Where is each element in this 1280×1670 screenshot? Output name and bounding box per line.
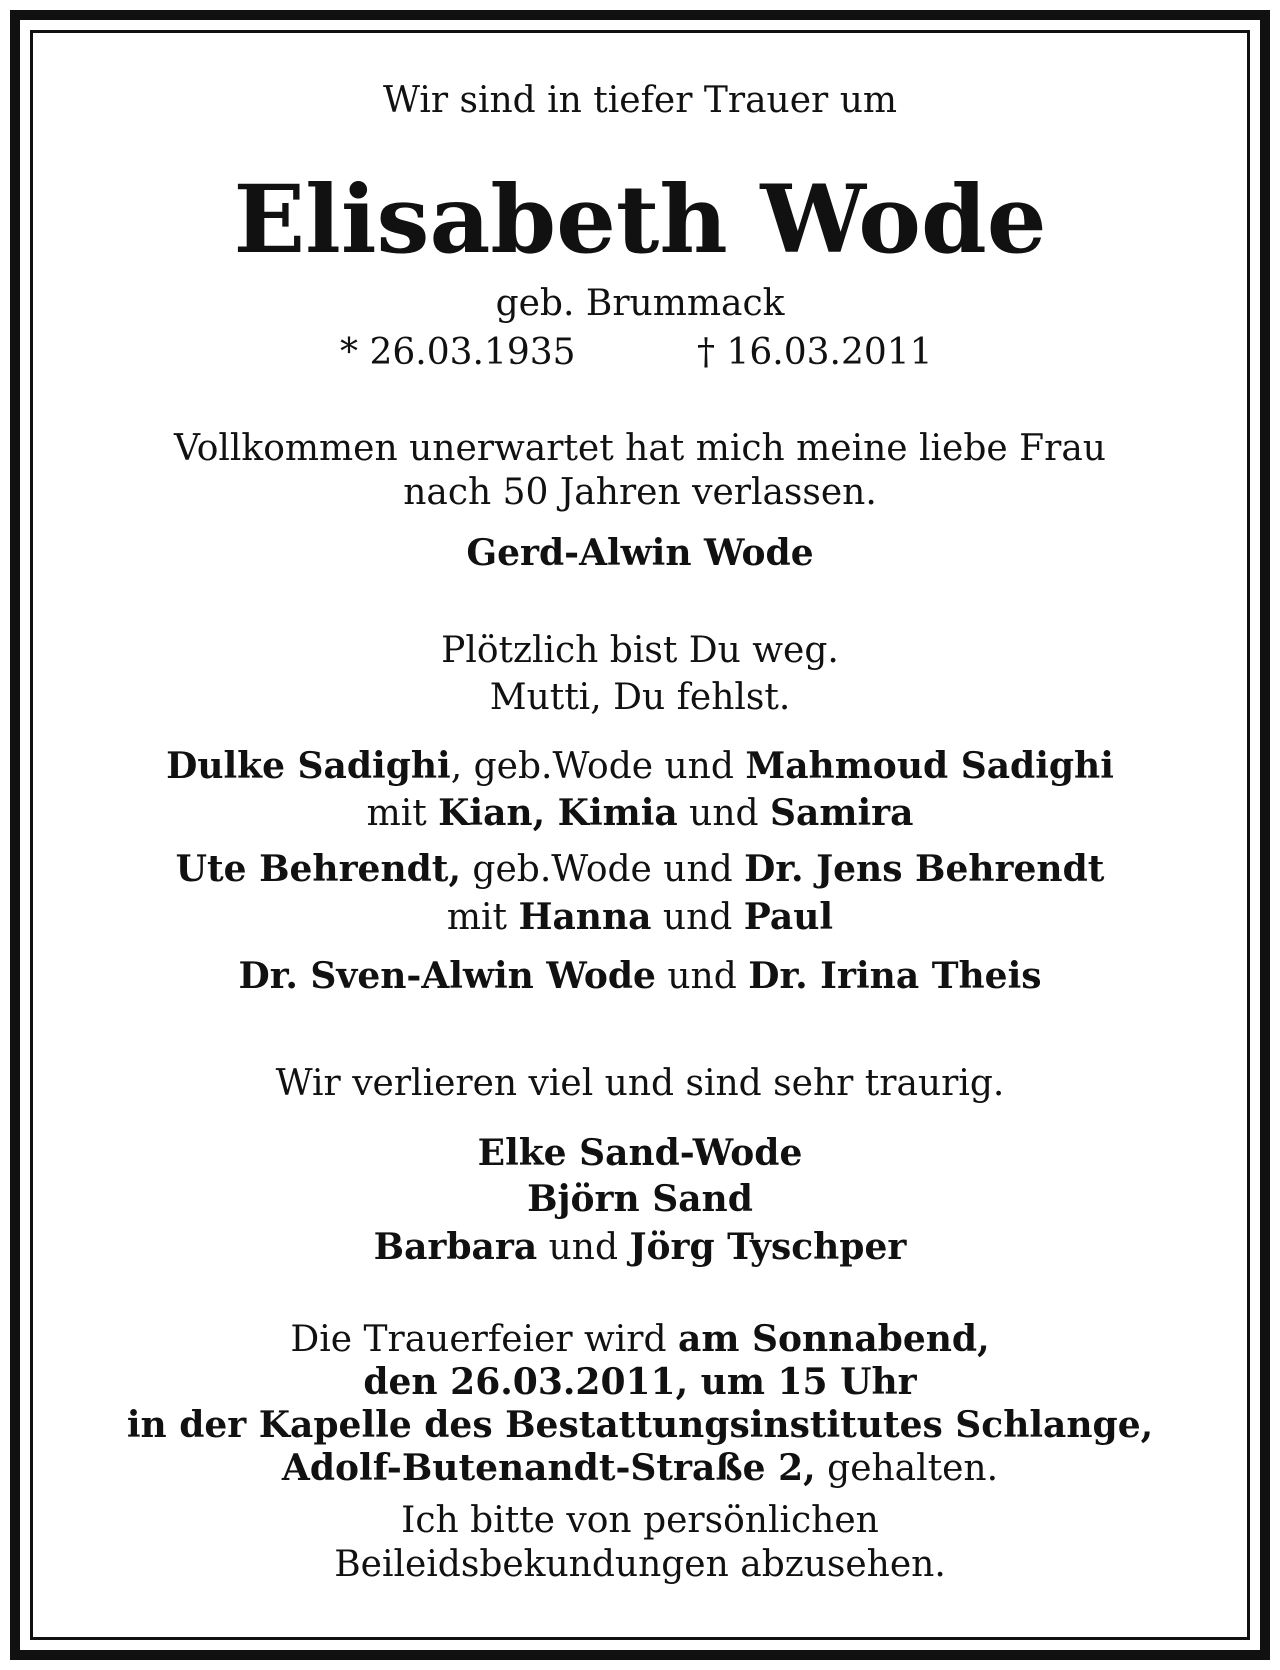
others-name-2: Björn Sand — [527, 1178, 753, 1220]
husband-name: Gerd-Alwin Wode — [466, 532, 814, 574]
family-1-children — [0, 792, 1280, 835]
others-text: Wir verlieren viel und sind sehr traurig. — [275, 1063, 1005, 1104]
others-name-3 — [0, 1226, 1280, 1269]
family-name: Jörg Tyschper — [629, 1226, 907, 1268]
connector-text: geb.Wode und — [460, 849, 745, 890]
family-name: Hanna — [518, 896, 652, 938]
condolence-note-1: Ich bitte von persönlichen — [401, 1500, 879, 1541]
family-name: Dr. Jens Behrendt — [744, 848, 1105, 890]
birth-date: * 26.03.1935 — [340, 332, 576, 373]
ceremony-location: in der Kapelle des Bestattungsinstitutes Schlange, — [126, 1404, 1154, 1446]
family-name: Kian, Kimia — [438, 792, 678, 834]
deceased-name: Elisabeth Wode — [233, 165, 1047, 275]
maiden-name: geb. Brummack — [495, 283, 785, 324]
family-name: Dr. Sven-Alwin Wode — [238, 955, 656, 997]
ceremony-line-1 — [0, 1318, 1280, 1361]
family-name: Dr. Irina Theis — [748, 955, 1042, 997]
others-name-1: Elke Sand-Wode — [477, 1132, 803, 1174]
connector-text: und — [655, 956, 749, 997]
death-date: † 16.03.2011 — [697, 332, 933, 373]
family-2-parents — [0, 848, 1280, 891]
ceremony-street: Adolf-Butenandt-Straße 2, — [281, 1447, 816, 1489]
ceremony-text: Die Trauerfeier wird — [290, 1319, 679, 1360]
connector-text: mit — [366, 793, 439, 834]
intro-line: Wir sind in tiefer Trauer um — [382, 80, 898, 121]
family-1-parents — [0, 745, 1280, 788]
family-name: Samira — [770, 792, 914, 834]
ceremony-text: gehalten. — [815, 1448, 999, 1489]
ceremony-address — [0, 1447, 1280, 1490]
connector-text: und — [537, 1227, 630, 1268]
condolence-note-2: Beileidsbekundungen abzusehen. — [334, 1544, 946, 1585]
connector-text: , geb.Wode und — [450, 746, 746, 787]
family-name: Ute Behrendt, — [175, 848, 461, 890]
husband-text-2: nach 50 Jahren verlassen. — [403, 472, 877, 513]
children-text-1: Plötzlich bist Du weg. — [441, 630, 839, 671]
connector-text: und — [651, 897, 744, 938]
family-name: Barbara — [373, 1226, 538, 1268]
connector-text: mit — [446, 897, 519, 938]
family-2-children — [0, 896, 1280, 939]
ceremony-date-time: den 26.03.2011, um 15 Uhr — [363, 1361, 917, 1403]
family-name: Paul — [743, 896, 834, 938]
ceremony-day: am Sonnabend, — [678, 1318, 990, 1360]
connector-text: und — [677, 793, 771, 834]
husband-text-1: Vollkommen unerwartet hat mich meine liebe Frau — [174, 428, 1106, 469]
family-3 — [0, 955, 1280, 998]
family-name: Dulke Sadighi — [166, 745, 451, 787]
children-text-2: Mutti, Du fehlst. — [489, 677, 791, 718]
family-name: Mahmoud Sadighi — [745, 745, 1114, 787]
